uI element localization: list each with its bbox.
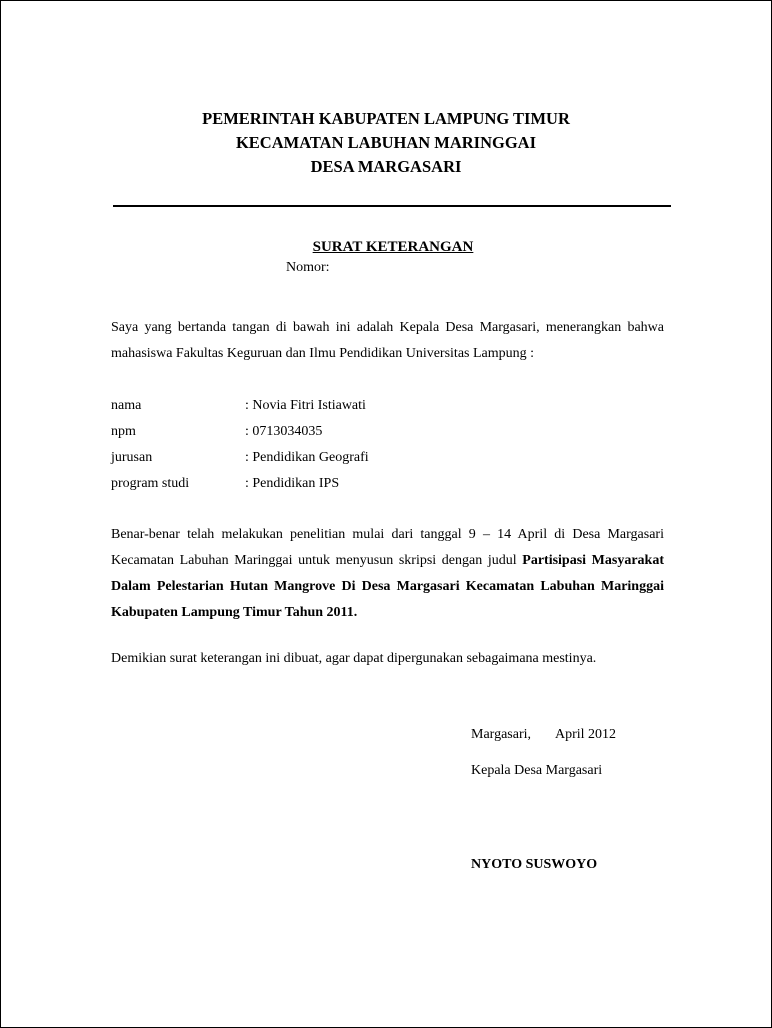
header-village: DESA MARGASARI	[310, 157, 462, 176]
field-value: : Novia Fitri Istiawati	[245, 398, 366, 413]
field-value: : 0713034035	[245, 424, 323, 439]
signature-date: April 2012	[555, 727, 617, 742]
body-text: Benar-benar telah melakukan penelitian mulai dari tanggal 9 – 14 April di Desa Margasari Kecamatan Labuhan Maringgai untuk menyusun skripsi dengan judul	[111, 527, 664, 568]
header-government: PEMERINTAH KABUPATEN LAMPUNG TIMUR	[202, 109, 570, 128]
closing-paragraph: Demikian surat keterangan ini dibuat, agar dapat dipergunakan sebagaimana mestinya.	[111, 651, 597, 666]
letter-title-text: SURAT KETERANGAN	[312, 239, 474, 255]
header-district: KECAMATAN LABUHAN MARINGGAI	[235, 133, 537, 152]
signature-place: Margasari,	[471, 727, 531, 742]
body-paragraph	[111, 522, 664, 626]
signature-place-date	[471, 727, 616, 743]
field-value: : Pendidikan IPS	[245, 476, 340, 491]
intro-paragraph: Saya yang bertanda tangan di bawah ini adalah Kepala Desa Margasari, menerangkan bahwa mahasiswa Fakultas Keguruan dan Ilmu Pendidikan Universitas Lampung :	[111, 320, 664, 361]
field-label: jurusan	[111, 450, 153, 465]
field-label: nama	[111, 398, 142, 413]
header-divider	[113, 205, 671, 207]
letter-number-label: Nomor:	[286, 260, 330, 275]
signatory-name: NYOTO SUSWOYO	[471, 857, 598, 872]
thesis-title: Partisipasi Masyarakat Dalam Pelestarian Hutan Mangrove Di Desa Margasari Kecamatan Labuhan Maringgai Kabupaten Lampung Timur Tahun 2011.	[111, 553, 664, 620]
letter-title	[1, 239, 771, 256]
field-value: : Pendidikan Geografi	[245, 450, 369, 465]
field-label: program studi	[111, 476, 190, 491]
field-label: npm	[111, 424, 136, 439]
signature-position: Kepala Desa Margasari	[471, 763, 603, 778]
